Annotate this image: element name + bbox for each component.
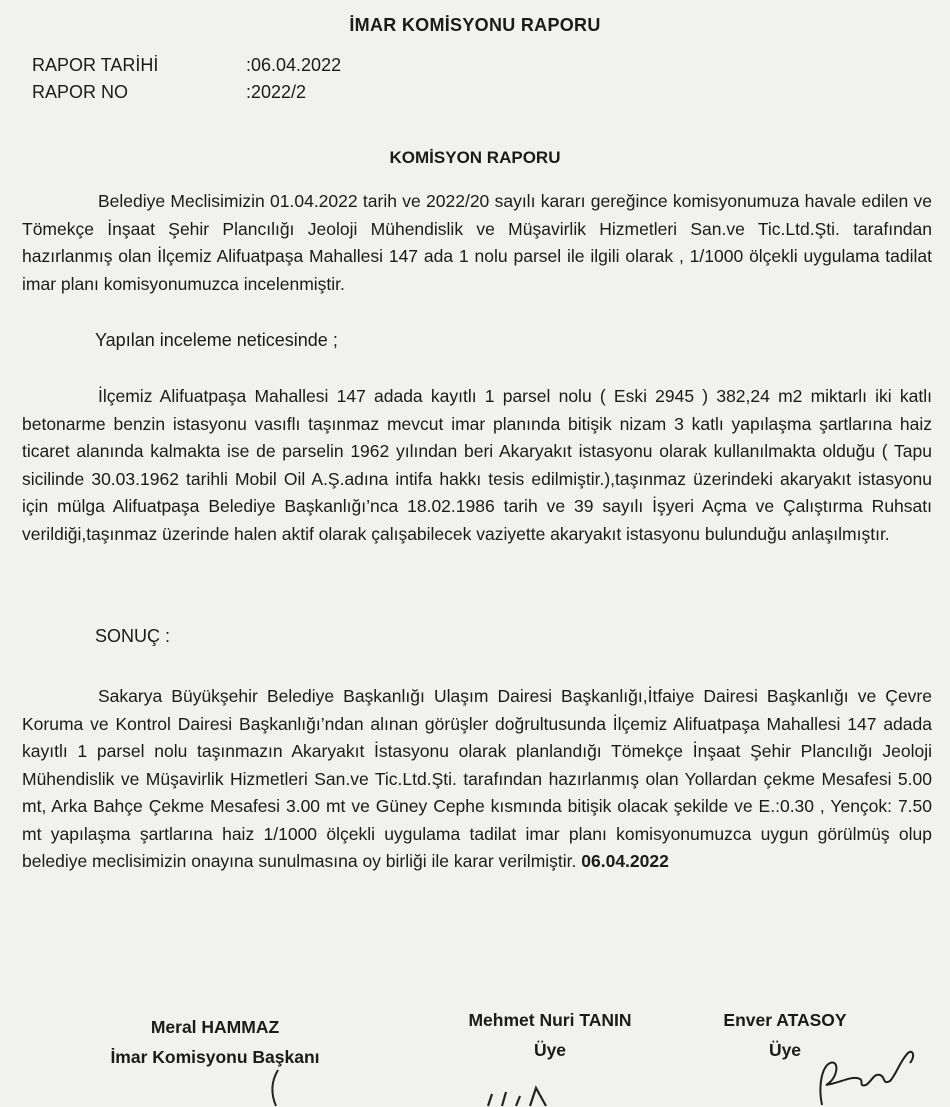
report-no-row bbox=[32, 82, 306, 103]
report-date-label: RAPOR TARİHİ bbox=[32, 55, 159, 75]
intro-paragraph: Belediye Meclisimizin 01.04.2022 tarih ve 2022/20 sayılı kararı gereğince komisyonumuza havale edilen ve Tömekçe İnşaat Şehir Plancılığı Jeoloji Mühendislik ve Müşavirlik Hizmetleri San.ve Tic.Ltd.Şti. tarafından hazırlanmış olan İlçemiz Alifuatpaşa Mahallesi 147 ada 1 nolu parsel ile ilgili olarak , 1/1000 ölçekli uygulama tadilat imar planı komisyonumuzca incelenmiştir. bbox=[22, 191, 932, 294]
result-paragraph bbox=[22, 683, 932, 876]
report-date-value: :06.04.2022 bbox=[246, 55, 342, 75]
document-title: İMAR KOMİSYONU RAPORU bbox=[349, 15, 601, 35]
signatory-chair bbox=[80, 1012, 350, 1072]
report-date-row bbox=[32, 55, 341, 76]
result-date: 06.04.2022 bbox=[581, 851, 669, 871]
handwritten-signature-icon bbox=[480, 1080, 590, 1107]
examination-heading: Yapılan inceleme neticesinde ; bbox=[95, 330, 338, 350]
result-text: Sakarya Büyükşehir Belediye Başkanlığı Ulaşım Dairesi Başkanlığı,İtfaiye Dairesi Başkanlığı ve Çevre Koruma ve Kontrol Dairesi Başkanlığı’ndan alınan görüşler doğrultusunda İlçemiz Alifuatpaşa Mahallesi 147 adada kayıtlı 1 parsel nolu taşınmazın Akaryakıt İstasyonu olarak planlandığı Tömekçe İnşaat Şehir Plancılığı Jeoloji Mühendislik ve Müşavirlik Hizmetleri San.ve Tic.Ltd.Şti. tarafından hazırlanmış olan Yollardan çekme Mesafesi 5.00 mt, Arka Bahçe Çekme Mesafesi 3.00 mt ve Güney Cephe kısmında bitişik olacak şekilde ve E.:0.30 , Yençok: 7.50 mt yapılaşma şartlarına haiz 1/1000 ölçekli uygulama tadilat imar planı komisyonumuzca uygun görülmüş olup belediye meclisimizin onayına sunulmasına oy birliği ile karar verilmiştir. bbox=[22, 686, 932, 871]
result-heading: SONUÇ : bbox=[95, 626, 171, 646]
signatory-title: Üye bbox=[533, 1040, 567, 1060]
report-no-value: :2022/2 bbox=[246, 82, 307, 102]
signatory-title: İmar Komisyonu Başkanı bbox=[110, 1047, 320, 1067]
signatory-name: Mehmet Nuri TANIN bbox=[468, 1010, 632, 1030]
section-subtitle: KOMİSYON RAPORU bbox=[389, 148, 561, 167]
signatory-member-1 bbox=[440, 1005, 660, 1065]
report-no-label: RAPOR NO bbox=[32, 82, 129, 102]
signatory-title: Üye bbox=[768, 1040, 802, 1060]
findings-paragraph: İlçemiz Alifuatpaşa Mahallesi 147 adada kayıtlı 1 parsel nolu ( Eski 2945 ) 382,24 m2 miktarlı iki katlı betonarme benzin istasyonu vasıflı taşınmaz mevcut imar planında bitişik nizam 3 katlı yapılaşma şartlarına haiz ticaret alanında kalmakta ise de parselin 1962 yılından beri Akaryakıt istasyonu olarak kullanılmakta olduğu ( Tapu sicilinde 30.03.1962 tarihli Mobil Oil A.Ş.adına intifa hakkı tesis edilmiştir.),taşınmaz üzerindeki akaryakıt istasyonu için mülga Alifuatpaşa Belediye Başkanlığı’nca 18.02.1986 tarih ve 39 sayılı İşyeri Açma ve Çalıştırma Ruhsatı verildiği,taşınmaz üzerinde halen aktif olarak çalışabilecek vaziyette akaryakıt istasyonu bulunduğu anlaşılmıştır. bbox=[22, 386, 932, 544]
handwritten-signature-icon bbox=[800, 1045, 940, 1107]
signatory-name: Enver ATASOY bbox=[723, 1010, 847, 1030]
signatory-name: Meral HAMMAZ bbox=[150, 1017, 280, 1037]
handwritten-signature-icon bbox=[250, 1068, 310, 1107]
